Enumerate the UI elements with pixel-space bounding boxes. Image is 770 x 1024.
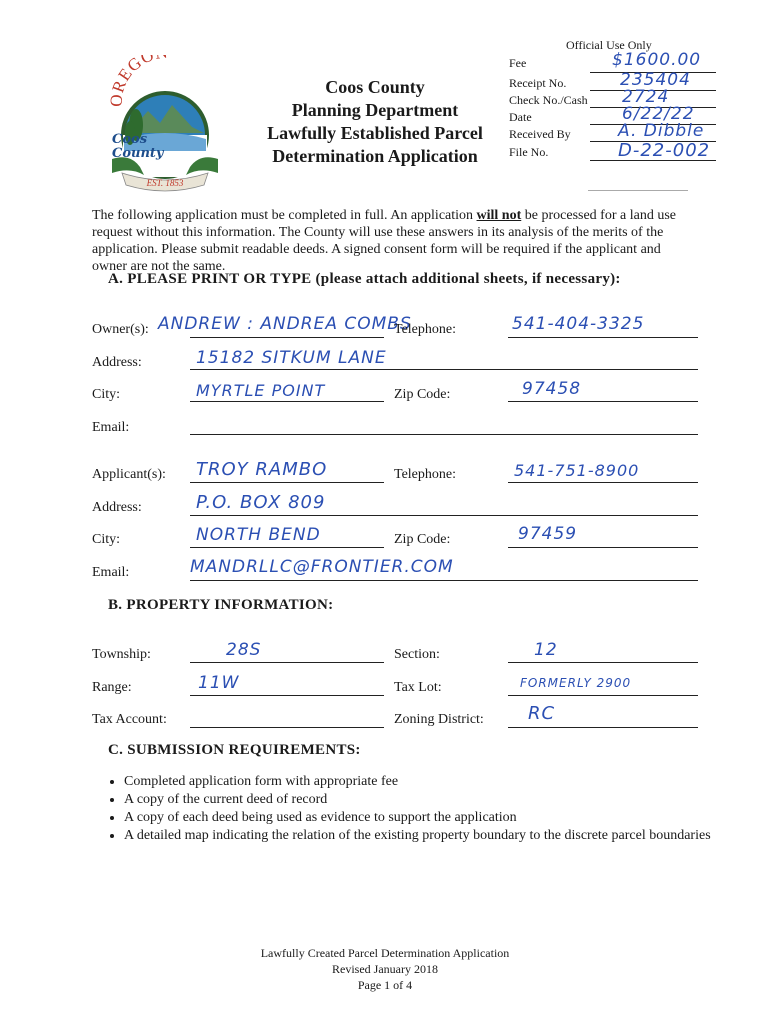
section-a-heading: A. PLEASE PRINT OR TYPE (please attach additional sheets, if necessary): (108, 271, 621, 287)
title-line-3: Lawfully Established Parcel (267, 123, 483, 143)
footer-line-1: Lawfully Created Parcel Determination Application (260, 946, 510, 960)
form-title (250, 76, 500, 168)
applicant-zip-label: Zip Code: (394, 532, 451, 547)
section-label: Section: (394, 647, 440, 662)
official-use-heading: Official Use Only (566, 38, 652, 52)
section-c-heading: C. SUBMISSION REQUIREMENTS: (108, 742, 361, 758)
zoning-label: Zoning District: (394, 712, 484, 727)
range-value[interactable]: 11W (198, 673, 240, 693)
owner-city-label: City: (92, 387, 121, 402)
owner-telephone-value[interactable]: 541-404-3325 (512, 314, 645, 334)
receipt-label: Receipt No. (509, 76, 567, 90)
applicant-address-label: Address: (92, 500, 142, 515)
applicant-address-value[interactable]: P.O. BOX 809 (196, 492, 326, 513)
logo-county-text: Coos County (112, 132, 164, 161)
owner-city-value[interactable]: MYRTLE POINT (196, 381, 326, 400)
applicant-telephone-value[interactable]: 541-751-8900 (514, 461, 640, 480)
footer (0, 945, 770, 993)
file-no-value: D-22-002 (618, 140, 711, 161)
list-item: • A detailed map indicating the relation of the existing property boundary to the discrete parcel boundaries (124, 827, 744, 845)
check-value: 2724 (622, 87, 670, 107)
list-item: • A copy of the current deed of record (124, 791, 744, 809)
owner-label: Owner(s): (92, 322, 149, 337)
applicant-value[interactable]: TROY RAMBO (196, 459, 328, 480)
fee-value: $1600.00 (612, 50, 702, 70)
owner-email-label: Email: (92, 420, 130, 435)
applicant-email-label: Email: (92, 565, 130, 580)
fee-label: Fee (509, 56, 527, 70)
receipt-value: 235404 (620, 70, 691, 90)
zoning-value[interactable]: RC (528, 703, 556, 724)
owner-zip-label: Zip Code: (394, 387, 451, 402)
applicant-telephone-label: Telephone: (394, 467, 456, 482)
applicant-email-value[interactable]: MANDRLLC@FRONTIER.COM (190, 557, 454, 577)
owner-zip-value[interactable]: 97458 (522, 379, 582, 399)
owner-address-label: Address: (92, 355, 142, 370)
title-line-4: Determination Application (272, 146, 478, 166)
applicant-zip-value[interactable]: 97459 (518, 524, 578, 544)
date-label: Date (509, 110, 532, 124)
owner-address-value[interactable]: 15182 SITKUM LANE (196, 348, 387, 368)
township-label: Township: (92, 647, 151, 662)
tax-lot-value[interactable]: FORMERLY 2900 (520, 676, 632, 690)
file-no-label: File No. (509, 145, 549, 159)
coos-county-logo (100, 55, 230, 195)
owner-telephone-label: Telephone: (394, 322, 456, 337)
range-label: Range: (92, 680, 132, 695)
applicant-city-value[interactable]: NORTH BEND (196, 525, 321, 545)
township-value[interactable]: 28S (226, 640, 262, 660)
intro-text-2: be processed for a land use request without this information. The County will use these answers in its analysis of the merits of the application. Please submit readable deeds. A signed consent form will be required if the applicant and owner are not the same. (92, 208, 676, 274)
intro-emphasis: will not (476, 208, 522, 223)
requirements-list (94, 773, 744, 845)
footer-page-number: Page 1 of 4 (357, 978, 413, 992)
footer-line-2: Revised January 2018 (332, 962, 438, 976)
title-line-2: Planning Department (291, 100, 459, 120)
check-label: Check No./Cash (509, 93, 588, 107)
received-by-value: A. Dibble (618, 121, 705, 141)
applicant-city-label: City: (92, 532, 121, 547)
logo-est-text: EST. 1853 (146, 178, 184, 188)
tax-account-label: Tax Account: (92, 712, 167, 727)
list-item: • Completed application form with appropriate fee (124, 773, 744, 791)
logo-state-text: OREGO (106, 55, 158, 108)
section-value[interactable]: 12 (534, 640, 558, 660)
intro-paragraph (92, 207, 692, 275)
intro-text-1: The following application must be completed in full. An application (92, 208, 477, 223)
list-item: • A copy of each deed being used as evidence to support the application (124, 809, 744, 827)
title-line-1: Coos County (325, 77, 425, 97)
tax-lot-label: Tax Lot: (394, 680, 442, 695)
date-value: 6/22/22 (622, 104, 695, 124)
received-by-label: Received By (509, 127, 571, 141)
section-b-heading: B. PROPERTY INFORMATION: (108, 597, 334, 613)
applicant-label: Applicant(s): (92, 467, 166, 482)
owner-value[interactable]: ANDREW : ANDREA COMBS (158, 314, 412, 334)
